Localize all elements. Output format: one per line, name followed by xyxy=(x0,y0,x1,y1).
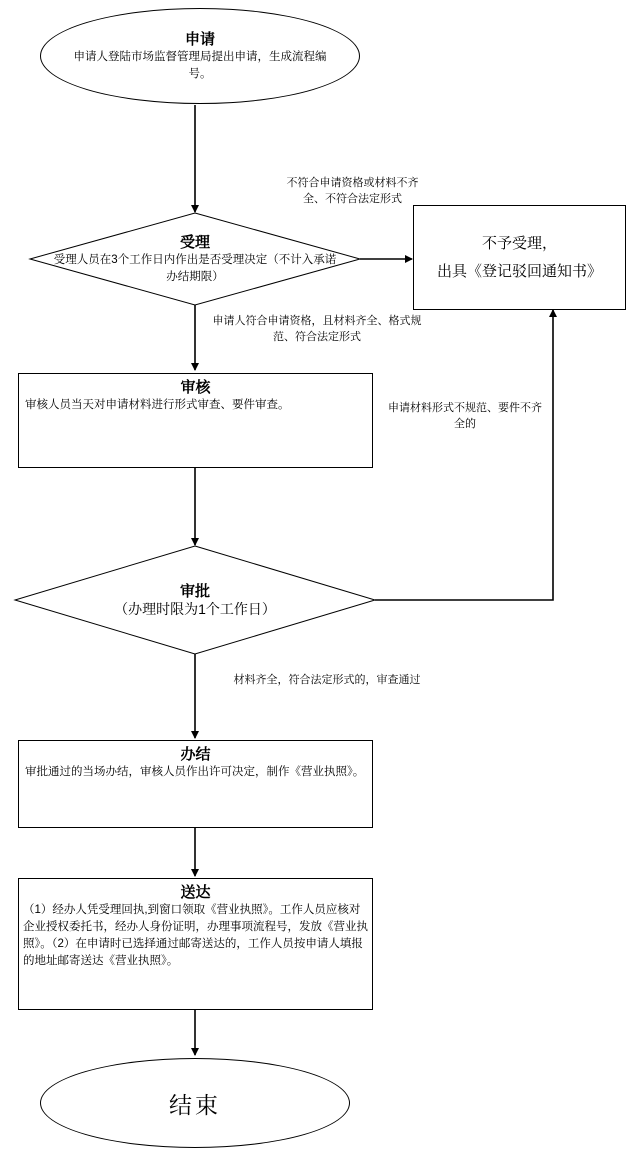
node-reject-line2: 出具《登记驳回通知书》 xyxy=(436,262,602,280)
edge-label-reject: 不符合申请资格或材料不齐全、不符合法定形式 xyxy=(286,177,419,205)
node-deliver-body: （1）经办人凭受理回执,到窗口领取《营业执照》。工作人员应核对企业授权委托书，经办人身份证明，办理事项流程号，发放《营业执照》。（2）在申请时已选择通过邮寄送达的，工作人员按申请人填报的地址邮寄送达《营业执照》。 xyxy=(23,904,368,967)
node-approve-body: （办理时限为1个工作日） xyxy=(114,601,276,617)
node-deliver[interactable] xyxy=(18,878,373,1010)
node-apply[interactable] xyxy=(40,8,360,104)
node-complete-body: 审批通过的当场办结，审核人员作出许可决定，制作《营业执照》。 xyxy=(25,766,365,778)
node-apply-title: 申请 xyxy=(184,30,215,48)
edge-label-pass-approve: 材料齐全，符合法定形式的，审查通过 xyxy=(233,674,421,686)
node-accept-body: 受理人员在3个工作日内作出是否受理决定（不计入承诺办结期限） xyxy=(53,253,337,283)
edge-label-pass-accept: 申请人符合申请资格，且材料齐全、格式规范、符合法定形式 xyxy=(212,315,422,343)
node-end-title: 结束 xyxy=(169,1091,221,1118)
node-approve[interactable] xyxy=(60,565,330,635)
node-accept[interactable] xyxy=(45,216,345,302)
node-approve-title: 审批 xyxy=(179,583,210,600)
node-complete-title: 办结 xyxy=(180,746,211,763)
node-end[interactable] xyxy=(40,1058,350,1148)
node-reject[interactable] xyxy=(413,205,626,310)
node-accept-title: 受理 xyxy=(179,233,210,251)
node-review[interactable] xyxy=(18,373,373,468)
node-review-body: 审核人员当天对申请材料进行形式审查、要件审查。 xyxy=(25,399,290,411)
node-review-title: 审核 xyxy=(180,379,211,396)
node-complete[interactable] xyxy=(18,740,373,828)
node-reject-line1: 不予受理， xyxy=(481,234,557,252)
node-apply-body: 申请人登陆市场监督管理局提出申请，生成流程编号。 xyxy=(73,50,327,80)
node-deliver-title: 送达 xyxy=(180,884,211,901)
edge-label-back-review: 申请材料形式不规范、要件不齐全的 xyxy=(388,402,542,430)
